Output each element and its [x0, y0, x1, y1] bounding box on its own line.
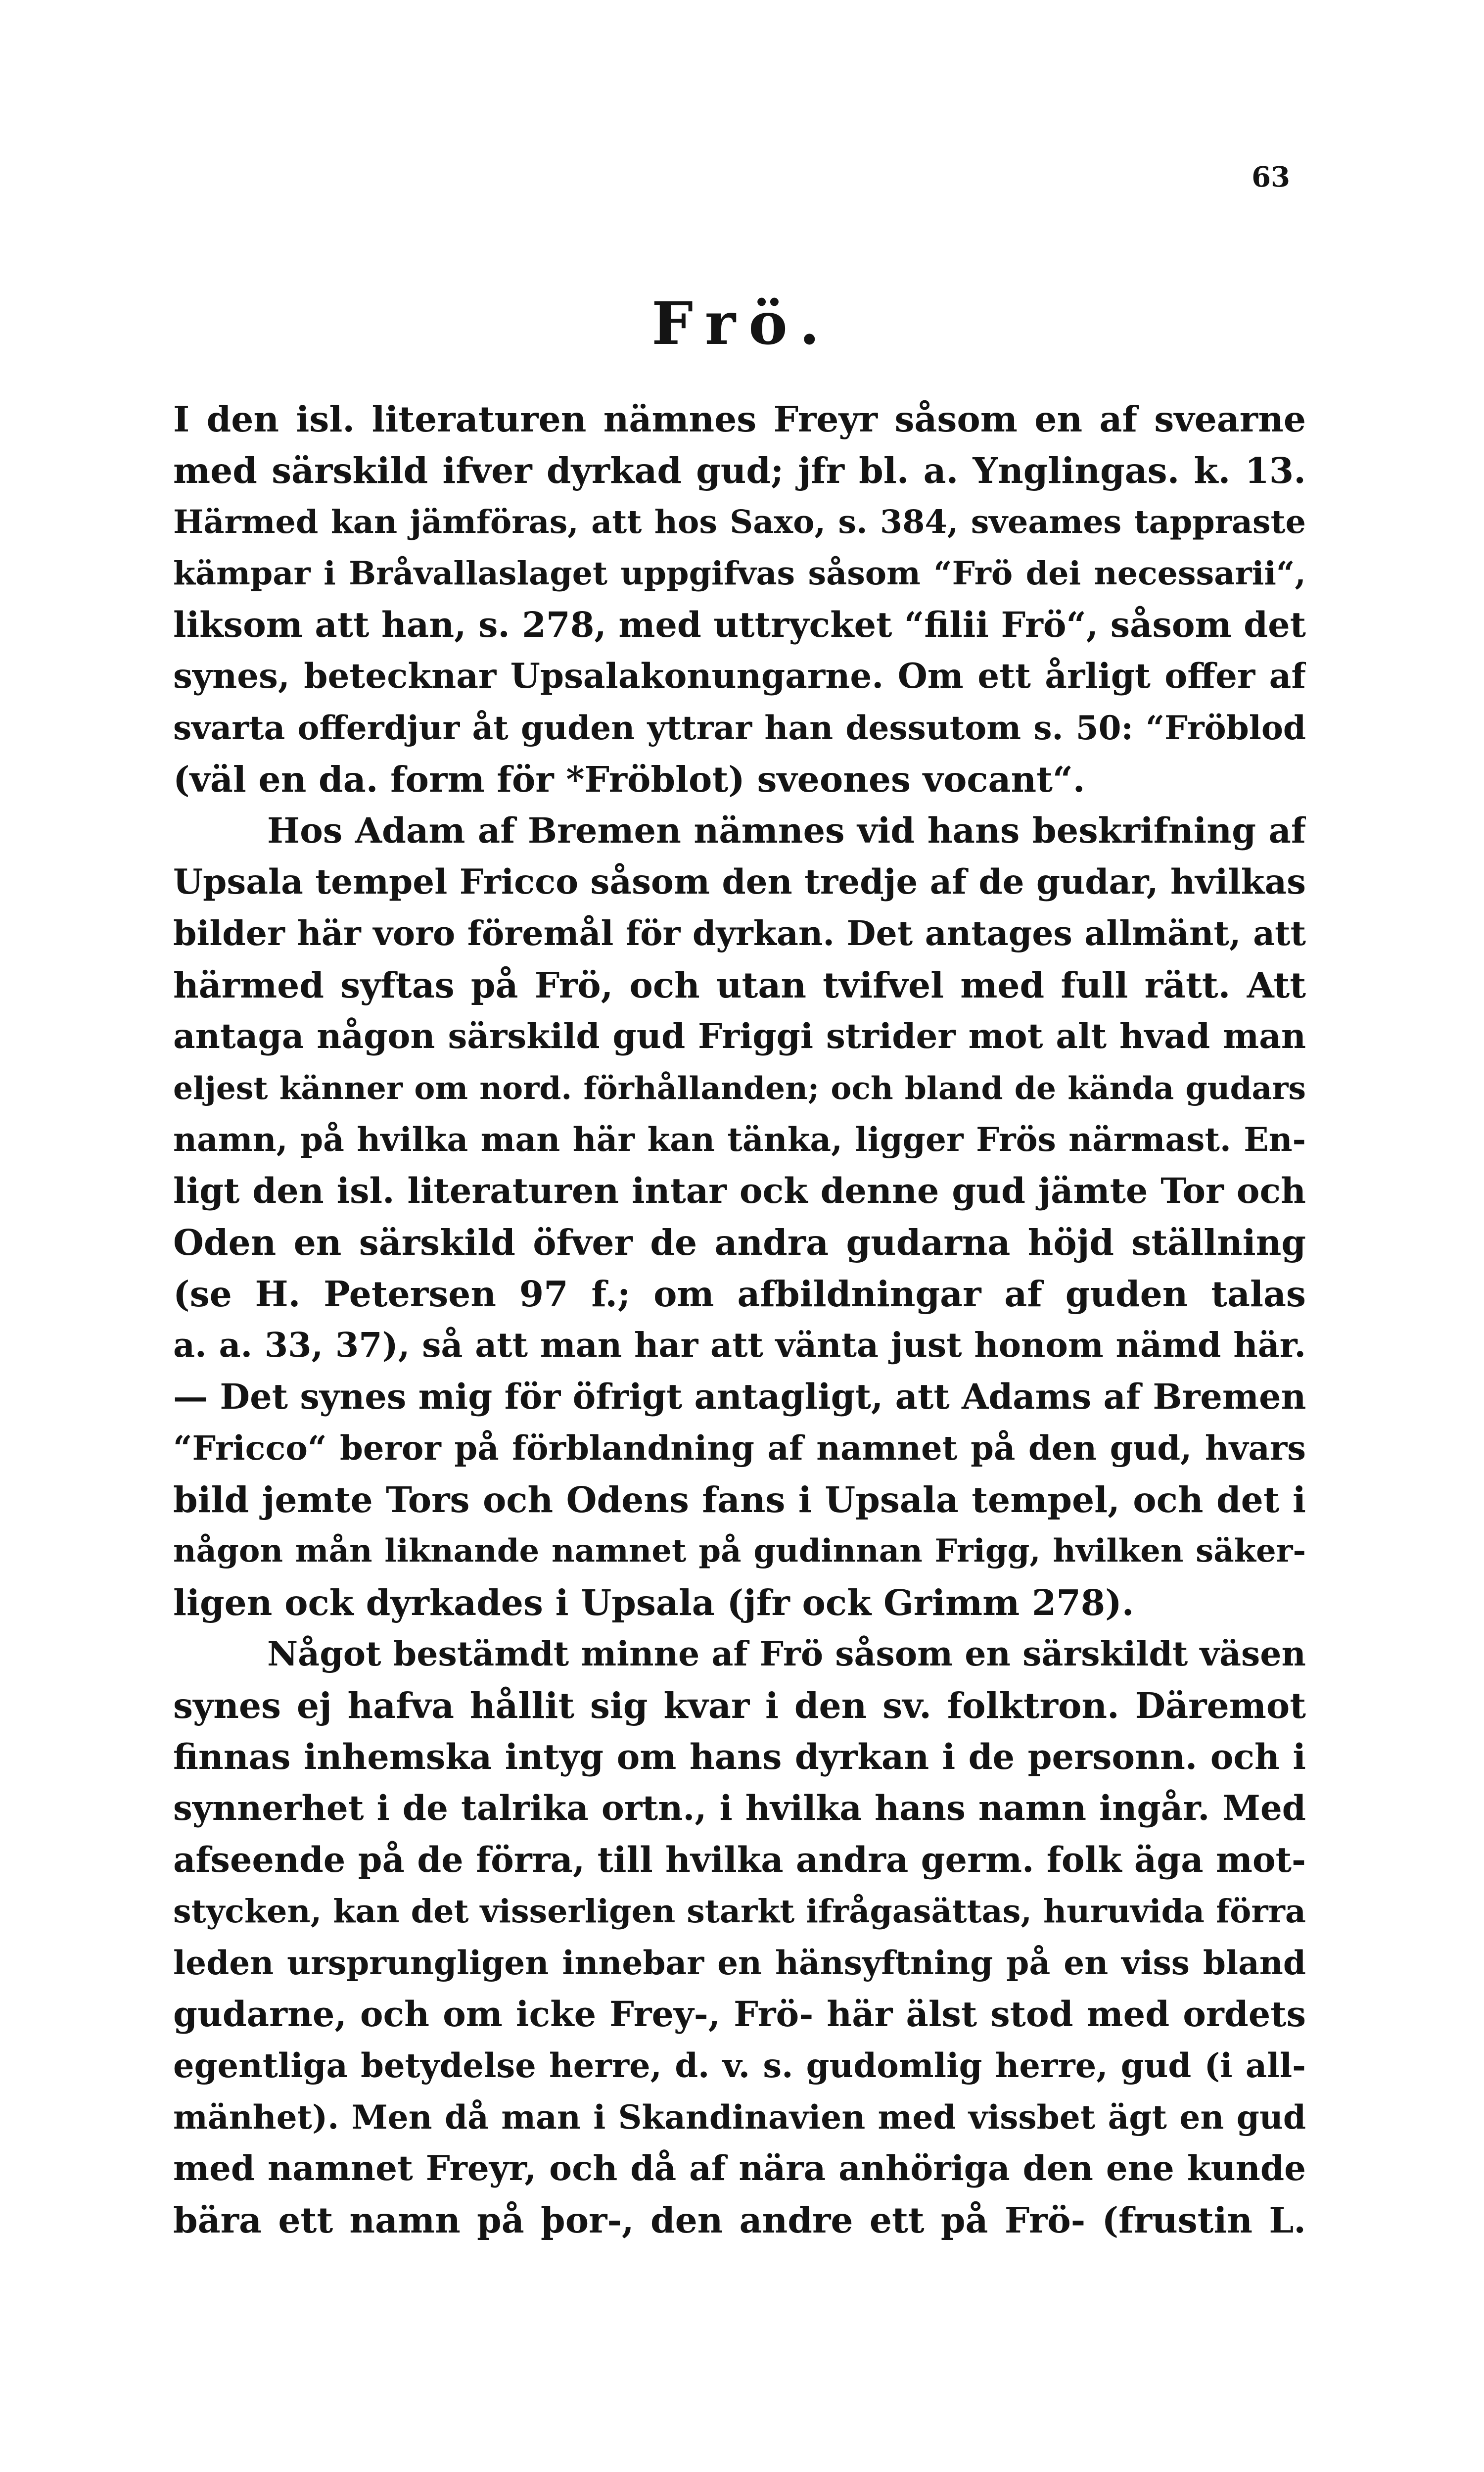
- chapter-title: Frö.: [651, 289, 833, 358]
- text-line: gudarne, och om icke Frey-, Frö- här älst stod med ordets: [173, 1994, 1306, 2035]
- text-line: egentliga betydelse herre, d. v. s. gudomlig herre, gud (i all-: [173, 2046, 1306, 2085]
- text-line: Upsala tempel Fricco såsom den tredje af de gudar, hvilkas: [173, 862, 1306, 902]
- text-line: stycken, kan det visserligen starkt ifrågasättas, huruvida förra: [173, 1893, 1306, 1930]
- text-line: bild jemte Tors och Odens fans i Upsala tempel, och det i: [173, 1479, 1306, 1521]
- text-line: Hos Adam af Bremen nämnes vid hans beskrifning af: [267, 810, 1306, 851]
- text-line: mänhet). Men då man i Skandinavien med vissbet ägt en gud: [173, 2098, 1306, 2137]
- text-line: kämpar i Bråvallaslaget uppgifvas såsom “Frö dei necessarii“,: [173, 555, 1306, 592]
- text-line: I den isl. literaturen nämnes Freyr såsom en af svearne: [173, 398, 1306, 440]
- page-number: 63: [1252, 161, 1290, 193]
- text-line: med namnet Freyr, och då af nära anhöriga den ene kunde: [173, 2148, 1306, 2188]
- text-line: antaga någon särskild gud Friggi strider mot alt hvad man: [173, 1016, 1306, 1056]
- text-line: Något bestämdt minne af Frö såsom en särskildt väsen: [267, 1634, 1306, 1674]
- text-line: med särskild ifver dyrkad gud; jfr bl. a. Ynglingas. k. 13.: [173, 450, 1306, 491]
- text-line: a. a. 33, 37), så att man har att vänta just honom nämd här.: [173, 1326, 1306, 1365]
- text-line: ligt den isl. literaturen intar ock denne gud jämte Tor och: [173, 1170, 1306, 1211]
- text-line: namn, på hvilka man här kan tänka, ligger Frös närmast. En-: [173, 1120, 1306, 1159]
- text-line: svarta offerdjur åt guden yttrar han dessutom s. 50: “Fröblod: [173, 709, 1306, 747]
- text-line: synes ej hafva hållit sig kvar i den sv. folktron. Däremot: [173, 1685, 1306, 1726]
- text-line: eljest känner om nord. förhållanden; och bland de kända gudars: [173, 1070, 1306, 1106]
- text-line: någon mån liknande namnet på gudinnan Frigg, hvilken säker-: [173, 1532, 1306, 1569]
- text-line: härmed syftas på Frö, och utan tvifvel med full rätt. Att: [173, 964, 1306, 1006]
- text-line: bära ett namn på þor-, den andre ett på Frö- (frustin L.: [173, 2199, 1306, 2241]
- text-line: leden ursprungligen innebar en hänsyftning på en viss bland: [173, 1944, 1306, 1982]
- text-line: finnas inhemska intyg om hans dyrkan i de personn. och i: [173, 1736, 1306, 1777]
- text-line: afseende på de förra, till hvilka andra germ. folk äga mot-: [173, 1839, 1306, 1880]
- text-line: — Det synes mig för öfrigt antagligt, att Adams af Bremen: [173, 1376, 1306, 1417]
- text-line: (väl en da. form för *Fröblot) sveones vocant“.: [173, 759, 1085, 800]
- text-line: bilder här voro föremål för dyrkan. Det antages allmänt, att: [173, 914, 1306, 953]
- text-line: synes, betecknar Upsalakonungarne. Om ett årligt offer af: [173, 656, 1306, 696]
- text-line: Oden en särskild öfver de andra gudarna höjd ställning: [173, 1222, 1306, 1263]
- text-line: ligen ock dyrkades i Upsala (jfr ock Grimm 278).: [173, 1582, 1134, 1623]
- text-line: (se H. Petersen 97 f.; om afbildningar af guden talas: [173, 1273, 1306, 1315]
- text-line: Härmed kan jämföras, att hos Saxo, s. 384, sveames tappraste: [173, 503, 1306, 541]
- text-line: “Fricco“ beror på förblandning af namnet på den gud, hvars: [173, 1428, 1306, 1468]
- body-text: [173, 393, 1306, 2246]
- text-line: synnerhet i de talrika ortn., i hvilka hans namn ingår. Med: [173, 1788, 1306, 1828]
- text-line: liksom att han, s. 278, med uttrycket “filii Frö“, såsom det: [173, 604, 1306, 645]
